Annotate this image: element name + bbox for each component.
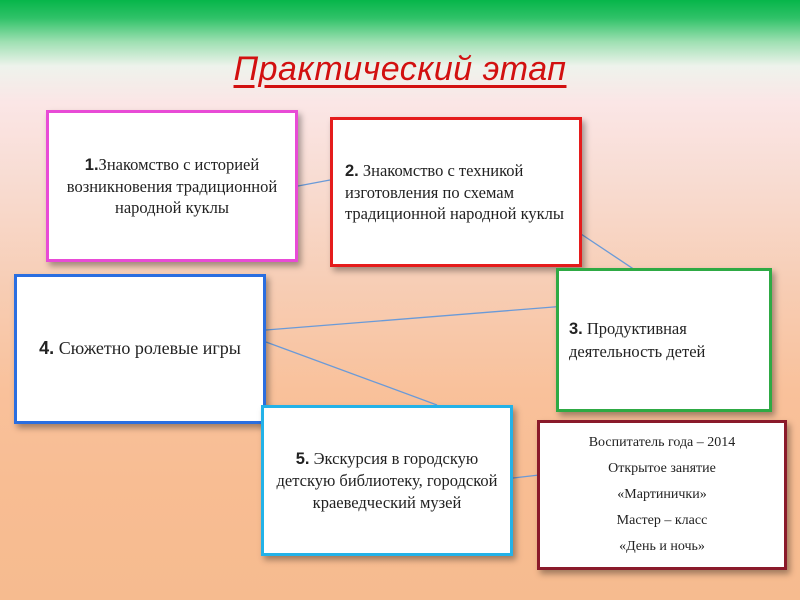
step-4-text: Сюжетно ролевые игры: [54, 338, 241, 359]
achievement-line-4: Мастер – класс: [616, 512, 708, 528]
step-4-number: 4.: [39, 338, 55, 359]
step-4-box: [14, 274, 266, 424]
step-1-box: [46, 110, 298, 262]
step-2-box: [330, 117, 582, 267]
step-5-text: Экскурсия в городскую детскую библиотеку, городской краеведческий музей: [276, 449, 498, 512]
step-1-number: 1.: [84, 155, 99, 174]
step-3-number: 3.: [569, 320, 583, 339]
achievement-line-2: Открытое занятие: [608, 461, 716, 477]
slide-title: Практический этап: [233, 50, 567, 88]
achievement-line-1: Воспитатель года – 2014: [588, 435, 736, 451]
step-2-text: Знакомство с техникой изготовления по схемам традиционной народной куклы: [345, 160, 564, 224]
connector-4-5: [266, 342, 437, 405]
step-5-number: 5.: [295, 450, 310, 469]
step-2-number: 2.: [345, 161, 359, 180]
step-5-box: [261, 405, 513, 556]
achievement-line-5: «День и ночь»: [619, 538, 705, 554]
step-3-text: Продуктивная деятельность детей: [569, 319, 706, 361]
step-3-box: [556, 268, 772, 412]
step-1-text: Знакомство с историей возникновения традиционной народной куклы: [66, 154, 278, 218]
achievements-box: [537, 420, 787, 570]
connector-3-4: [266, 306, 566, 330]
achievement-line-3: «Мартинички»: [617, 487, 707, 503]
connector-1-2: [298, 180, 330, 186]
